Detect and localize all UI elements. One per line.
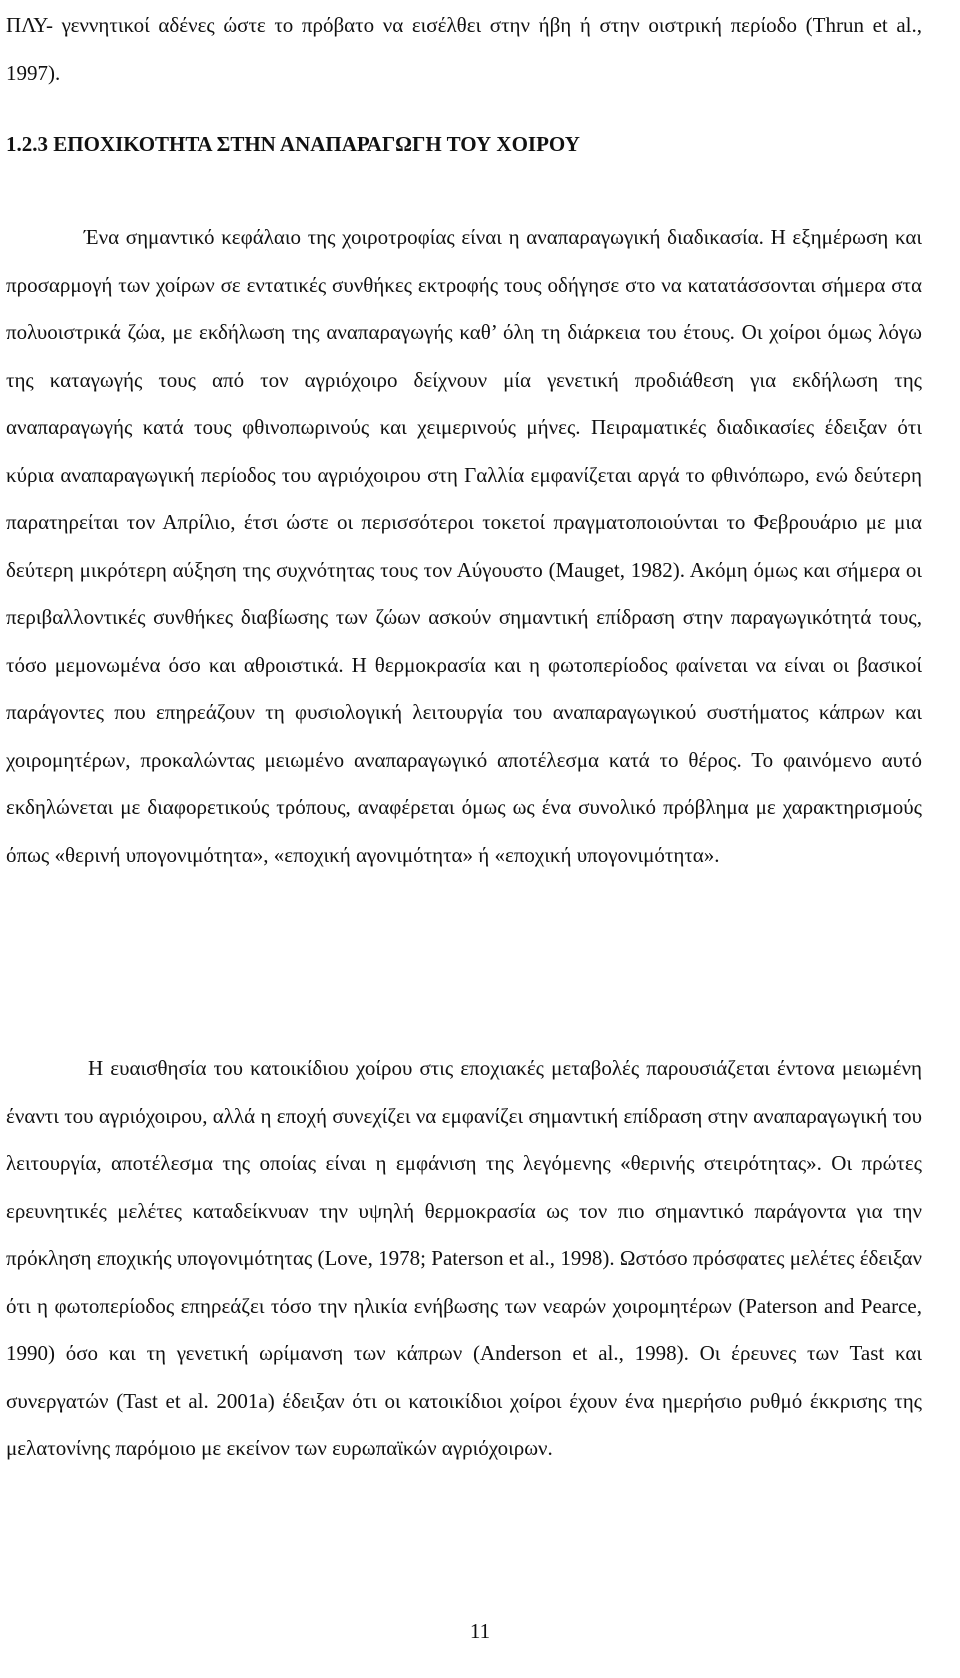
body-paragraph-2: Η ευαισθησία του κατοικίδιου χοίρου στις εποχιακές μεταβολές παρουσιάζεται έντονα μειωμένη έναντι του αγριόχοιρου, αλλά η εποχή συνεχίζει να εμφανίζει σημαντική επίδραση στην αναπαραγωγική του λειτουργία, αποτέλεσμα της οποίας είναι η εμφάνιση της λεγόμενης «θερινής στειρότητας». Οι πρώτες ερευνητικές μελέτες καταδείκνυαν την υψηλή θερμοκρασία ως τον πιο σημαντικό παράγοντα για την πρόκληση εποχικής υπογονιμότητας (Love, 1978; Paterson et al., 1998). Ωστόσο πρόσφατες μελέτες έδειξαν ότι η φωτοπερίοδος επηρεάζει τόσο την ηλικία ενήβωσης των νεαρών χοιρομητέρων (Paterson and Pearce, 1990) όσο και τη γενετική ωρίμανση των κάπρων (Anderson et al., 1998). Οι έρευνες των Tast και συνεργατών (Tast et al. 2001a) έδειξαν ότι οι κατοικίδιοι χοίροι έχουν ένα ημερήσιο ρυθμό έκκρισης της μελατονίνης παρόμοιο με εκείνον των ευρωπαϊκών αγριόχοιρων. — [6, 1056, 922, 1460]
page-number: 11 — [469, 1619, 491, 1643]
section-heading: 1.2.3 ΕΠΟΧΙΚΟΤΗΤΑ ΣΤΗΝ ΑΝΑΠΑΡΑΓΩΓΗ ΤΟΥ ΧΟΙΡΟΥ — [6, 132, 580, 156]
body-paragraph-1: Ένα σημαντικό κεφάλαιο της χοιροτροφίας είναι η αναπαραγωγική διαδικασία. Η εξημέρωση και προσαρμογή των χοίρων σε εντατικές συνθήκες εκτροφής τους οδήγησε στο να κατατάσσονται σήμερα στα πολυοιστρικά ζώα, με εκδήλωση της αναπαραγωγής καθ’ όλη τη διάρκεια του έτους. Οι χοίροι όμως λόγω της καταγωγής τους από τον αγριόχοιρο δείχνουν μία γενετική προδιάθεση για εκδήλωση της αναπαραγωγής κατά τους φθινοπωρινούς και χειμερινούς μήνες. Πειραματικές διαδικασίες έδειξαν ότι κύρια αναπαραγωγική περίοδος του αγριόχοιρου στη Γαλλία εμφανίζεται αργά το φθινόπωρο, ενώ δεύτερη παρατηρείται τον Απρίλιο, έτσι ώστε οι περισσότεροι τοκετοί πραγματοποιούνται το Φεβρουάριο με μια δεύτερη μικρότερη αύξηση της συχνότητας τους τον Αύγουστο (Mauget, 1982). Ακόμη όμως και σήμερα οι περιβαλλοντικές συνθήκες διαβίωσης των ζώων ασκούν σημαντική επίδραση στην παραγωγικότητά τους, τόσο μεμονωμένα όσο και αθροιστικά. Η θερμοκρασία και η φωτοπερίοδος φαίνεται να είναι οι βασικοί παράγοντες που επηρεάζουν τη φυσιολογική λειτουργία του αναπαραγωγικού συστήματος κάπρων και χοιρομητέρων, προκαλώντας μειωμένο αναπαραγωγικό αποτέλεσμα κατά το θέρος. Το φαινόμενο αυτό εκδηλώνεται με διαφορετικούς τρόπους, αναφέρεται όμως ως ένα συνολικό πρόβλημα με χαρακτηρισμούς όπως «θερινή υπογονιμότητα», «εποχική αγονιμότητα» ή «εποχική υπογονιμότητα». — [6, 225, 922, 867]
intro-paragraph: ΠΛΥ- γεννητικοί αδένες ώστε το πρόβατο να εισέλθει στην ήβη ή στην οιστρική περίοδο (Thrun et al., 1997). — [6, 13, 922, 85]
